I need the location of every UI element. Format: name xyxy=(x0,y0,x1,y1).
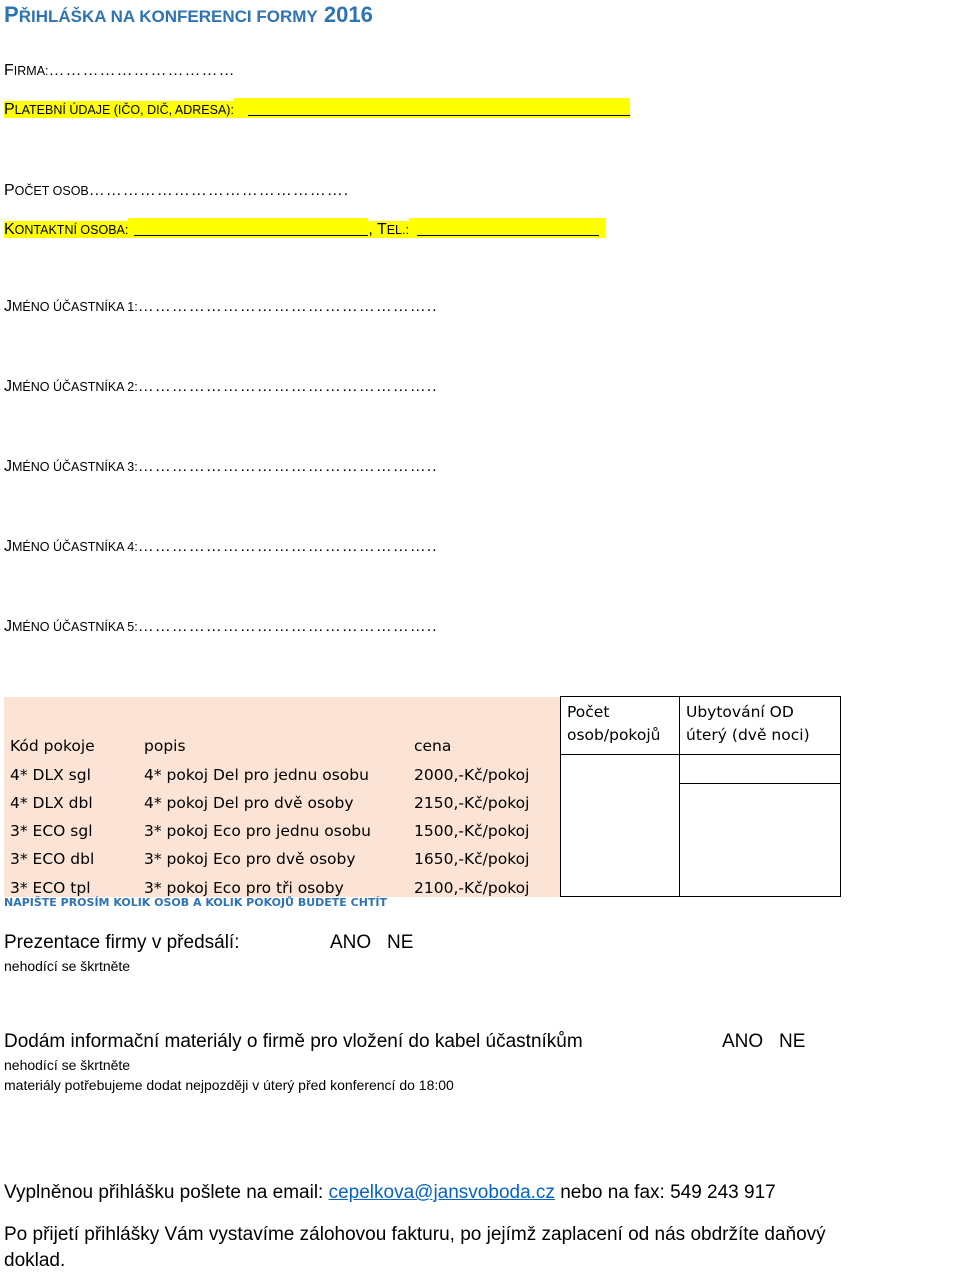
persons-rooms-input[interactable] xyxy=(561,868,680,897)
room-price: 2150,-Kč/pokoj xyxy=(408,784,561,813)
persons-rooms-input[interactable] xyxy=(561,840,680,868)
platebni-udaje-field[interactable]: PLATEBNÍ ÚDAJE (IČO, DIČ, ADRESA): xyxy=(4,98,630,119)
send-line: Vyplněnou přihlášku pošlete na email: cepelkova@jansvoboda.cz nebo na fax: 549 243 917 xyxy=(4,1182,776,1203)
materials-options[interactable] xyxy=(722,1031,805,1053)
presentation-hint: nehodící se škrtněte xyxy=(4,958,131,974)
invoice-line-2: doklad. xyxy=(4,1250,66,1271)
stay-input[interactable] xyxy=(680,784,841,813)
participant-2-field[interactable]: JMÉNO ÚČASTNÍKA 2:…………………………………………….. xyxy=(4,378,438,395)
pocet-osob-field[interactable]: POČET OSOB………………………………………. xyxy=(4,182,350,199)
stay-input[interactable] xyxy=(680,812,841,840)
participant-3-field[interactable]: JMÉNO ÚČASTNÍKA 3:…………………………………………….. xyxy=(4,458,438,475)
materials-deadline: materiály potřebujeme dodat nejpozději v úterý před konferencí do 18:00 xyxy=(4,1077,454,1093)
invoice-line-1: Po přijetí přihlášky Vám vystavíme zálohovou fakturu, po jejímž zaplacení od nás obdržíte daňový xyxy=(4,1224,826,1245)
room-description: 4* pokoj Del pro dvě osoby xyxy=(138,784,408,813)
persons-rooms-input[interactable] xyxy=(561,784,680,813)
materials-no[interactable]: NE xyxy=(779,1031,806,1052)
room-price: 1500,-Kč/pokoj xyxy=(408,812,561,840)
room-description: 3* pokoj Eco pro jednu osobu xyxy=(138,812,408,840)
room-description: 4* pokoj Del pro jednu osobu xyxy=(138,755,408,784)
room-code: 3* ECO dbl xyxy=(4,840,138,868)
room-code: 4* DLX dbl xyxy=(4,784,138,813)
room-code: 3* ECO sgl xyxy=(4,812,138,840)
materials-hint: nehodící se škrtněte xyxy=(4,1057,131,1073)
header-room-code: Kód pokoje xyxy=(4,697,138,755)
participant-1-field[interactable]: JMÉNO ÚČASTNÍKA 1:…………………………………………….. xyxy=(4,298,438,315)
firma-field[interactable]: FIRMA:…………………………… xyxy=(4,62,236,79)
materials-label: Dodám informační materiály o firmě pro vložení do kabel účastníkům xyxy=(4,1031,583,1052)
stay-input[interactable] xyxy=(680,755,841,784)
table-row xyxy=(4,868,841,897)
email-link[interactable]: cepelkova@jansvoboda.cz xyxy=(328,1182,555,1203)
participant-4-field[interactable]: JMÉNO ÚČASTNÍKA 4:…………………………………………….. xyxy=(4,538,438,555)
room-table xyxy=(4,696,841,897)
presentation-no[interactable]: NE xyxy=(387,932,414,953)
participant-5-field[interactable]: JMÉNO ÚČASTNÍKA 5:…………………………………………….. xyxy=(4,618,438,635)
room-price: 2100,-Kč/pokoj xyxy=(408,868,561,897)
stay-input[interactable] xyxy=(680,868,841,897)
table-note: NAPIŠTE PROSÍM KOLIK OSOB A KOLIK POKOJŮ BUDETE CHTÍT xyxy=(4,896,388,909)
table-row xyxy=(4,812,841,840)
room-description: 3* pokoj Eco pro tři osoby xyxy=(138,868,408,897)
persons-rooms-input[interactable] xyxy=(561,812,680,840)
page-title: PŘIHLÁŠKA NA KONFERENCI FORMY 2016 xyxy=(4,2,373,27)
header-stay-from: Ubytování OD úterý (dvě noci) xyxy=(680,697,841,755)
header-price: cena xyxy=(408,697,561,755)
materials-yes[interactable]: ANO xyxy=(722,1031,764,1052)
stay-input[interactable] xyxy=(680,840,841,868)
presentation-options[interactable] xyxy=(330,932,413,954)
room-code: 3* ECO tpl xyxy=(4,868,138,897)
presentation-yes[interactable]: ANO xyxy=(330,932,372,953)
room-code: 4* DLX sgl xyxy=(4,755,138,784)
table-row xyxy=(4,784,841,813)
kontaktni-osoba-field[interactable]: KONTAKTNÍ OSOBA: , TEL.: xyxy=(4,218,605,239)
room-price: 1650,-Kč/pokoj xyxy=(408,840,561,868)
presentation-label: Prezentace firmy v předsálí: xyxy=(4,932,240,953)
persons-rooms-input[interactable] xyxy=(561,755,680,784)
table-row xyxy=(4,755,841,784)
room-price: 2000,-Kč/pokoj xyxy=(408,755,561,784)
table-row xyxy=(4,840,841,868)
table-header-row xyxy=(4,697,841,755)
room-description: 3* pokoj Eco pro dvě osoby xyxy=(138,840,408,868)
header-persons-rooms: Počet osob/pokojů xyxy=(561,697,680,755)
header-description: popis xyxy=(138,697,408,755)
